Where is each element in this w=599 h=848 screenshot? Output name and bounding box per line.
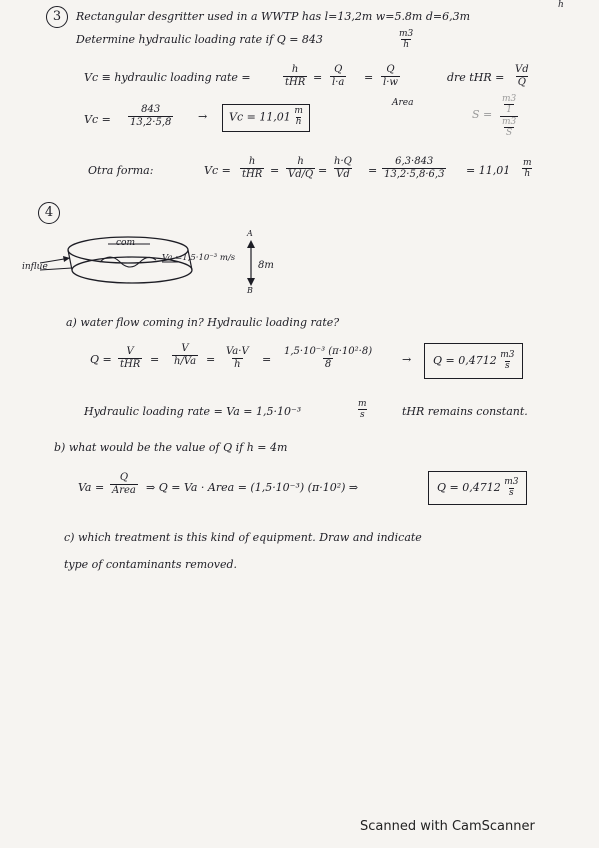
p4-a-result-box: Q = 0,4712 $\frac{m3}{s}$ [424,343,523,379]
p3-otra-lhs: Vc = [204,164,231,177]
p4-b-frac: Q Area [112,472,136,496]
p4-a-q-lhs: Q = [90,353,112,366]
p3-vc-calc-frac: $\frac{843}{13,2\cdot 5,8}$ [130,104,172,128]
p3-statement-line2: Determine hydraulic loading rate if Q = 843 [76,33,323,46]
p4-a-frac-1: V tHR [120,346,141,370]
p3-otra-label: Otra forma: [88,164,154,177]
p4-b-question: b) what would be the value of Q if h = 4m [54,441,288,454]
p3-otra-result: = 11,01 [466,164,511,177]
p3-vc-result-box: Vc = 11,01 $\frac{m}{h}$ [222,104,310,132]
diagram-a-label: A [247,229,253,238]
p3-area-note: Area [392,98,414,108]
p3-superscript: h [558,0,564,10]
diagram-com-label: com [116,238,135,248]
p3-otra-frac-4: $\frac{6,3\cdot 843}{13,2\cdot 5,8\cdot 6,3}$ [384,156,445,180]
p4-b-va-lhs: Va = [78,481,105,494]
diagram-height-label: 8m [258,260,274,271]
p4-hlr-line: Hydraulic loading rate = Va = 1,5·10⁻³ [84,405,302,418]
p3-s-frac: m3 1 m3 S [502,94,517,139]
p3-statement-line1: Rectangular desgritter used in a WWTP has l=13,2m w=5.8m d=6,3m [76,10,471,23]
p3-thr-frac: $\frac{Vd}{Q}$ [515,64,529,88]
height-arrow-top [247,240,255,248]
p3-vc-frac-3: $\frac{Q}{l\cdot w}$ [383,64,398,88]
p4-a-frac-4: $\frac{\text{1,5·10⁻³ (π·10²·8)}}{8}$ [284,346,373,370]
scanned-page: 3 Rectangular desgritter used in a WWTP has l=13,2m w=5.8m d=6,3m h Determine hydraulic loading rate if Q = 843 $\frac{m3}{h}$ Vc ≡ hydraulic loading rate = h tHR = $\frac{Q}{l\cdot a}$ = $\frac{Q}{l\cdot w}$ Area dre tHR = $\frac{Vd}{Q}$ Vc = $\frac{843}{13,2\cdot 5,8}$ → Vc = 11,01 $\frac{m}{h}$ S = m3 1 m3 S Otra forma: Vc = h tHR = $\frac{h}{Vd/Q}$ = $\frac{h\cdot Q}{Vd}$ = $\frac{6,3\cdot 843}{13,2\cdot 5,8\cdot 6,3}$ = 11,01 $\frac{m}{h}$ 4 com influe Va =1,5·10⁻³ m/s 8m A B a) water flow coming in? Hydraulic loading rate? Q = V tHR = $\frac{V}{h/Va}$ = $\frac{Va\cdot V}{h}$ = $\frac{\text{1,5·10⁻³ (π·10²·8)}}{8}$ → Q = 0,4712 $\frac{m3}{s}$ Hydraulic loading rate = Va = 1,5·10⁻³ $\frac{m}{s}$ tHR remains constant. b) what would be the value of Q if h = 4m Va = Q Area ⇒ Q = Va · Area = (1,5·10⁻³) (π·10²) ⇒ Q = 0,4712 $\frac{m3}{s}$ c) which treatment is this kind of equipment. Draw and indicate type of contaminants removed. Scanned with CamScanner [0,0,599,848]
p4-hlr-unit: $\frac{m}{s}$ [358,399,367,421]
p3-otra-frac-2: $\frac{h}{Vd/Q}$ [288,156,314,180]
p4-c-question-line1: c) which treatment is this kind of equipment. Draw and indicate [64,531,422,544]
p3-vc-definition: Vc ≡ hydraulic loading rate = [84,71,251,84]
diagram-influe-label: influe [22,262,48,272]
diagram-b-label: B [247,286,253,295]
p3-otra-frac-3: $\frac{h\cdot Q}{Vd}$ [334,156,352,180]
problem-4-number: 4 [38,202,60,224]
p4-thr-constant: tHR remains constant. [402,405,528,418]
camscanner-footer: Scanned with CamScanner [360,819,535,834]
p3-flow-unit: $\frac{m3}{h}$ [399,29,414,51]
p3-vc-frac-1: h tHR [285,64,306,88]
p4-a-frac-3: $\frac{Va\cdot V}{h}$ [226,346,249,370]
p4-b-rhs: ⇒ Q = Va · Area = (1,5·10⁻³) (π·10²) ⇒ [146,481,359,494]
p4-a-frac-2: $\frac{V}{h/Va}$ [174,343,197,367]
p4-a-question: a) water flow coming in? Hydraulic loading rate? [66,316,340,329]
problem-3-number: 3 [46,6,68,28]
p3-vc-calc-lhs: Vc = [84,113,111,126]
p4-c-question-line2: type of contaminants removed. [64,558,238,571]
p3-otra-frac-1: h tHR [242,156,263,180]
p3-thr-label: dre tHR = [447,71,505,84]
p3-s-note: S = [472,108,493,121]
p3-otra-result-unit: $\frac{m}{h}$ [523,158,532,180]
p3-vc-frac-2: $\frac{Q}{l\cdot a}$ [332,64,345,88]
p4-b-result-box: Q = 0,4712 $\frac{m3}{s}$ [428,471,527,505]
diagram-va-label: Va =1,5·10⁻³ m/s [162,253,236,263]
height-arrow-bottom [247,278,255,286]
